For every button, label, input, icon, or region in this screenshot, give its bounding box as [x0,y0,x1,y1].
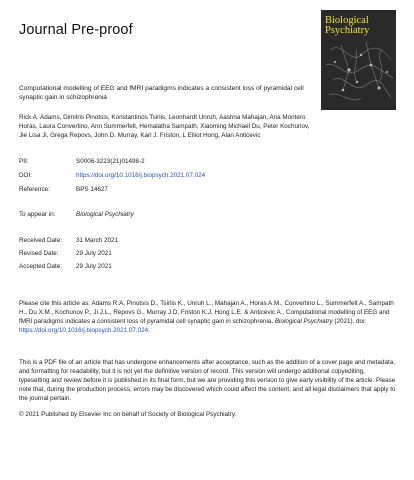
cover-journal-title: Biological Psychiatry [325,15,370,36]
journal-pre-proof-label: Journal Pre-proof [19,22,133,38]
citation-end: . [148,327,150,334]
revised-label: Revised Date: [19,250,59,257]
revised-value: 29 July 2021 [76,250,112,257]
journal-cover-image [321,10,396,110]
citation-paragraph [19,299,397,335]
received-value: 31 March 2021 [76,237,119,244]
citation-journal: Biological Psychiatry [274,318,333,325]
reference-value: BPS 14627 [76,186,108,193]
article-title: Computational modelling of EEG and fMRI paradigms indicates a consistent loss of pyramidal cell synaptic gain in schizophrenia [19,85,304,101]
reference-label: Reference: [19,186,50,193]
copyright-notice: © 2021 Published by Elsevier Inc on behalf of Society of Biological Psychiatry. [19,411,237,418]
pii-value: S0006-3223(21)01498-2 [76,158,145,165]
citation-doi-link[interactable]: https://doi.org/10.1016/j.biopsych.2021.07.024 [19,327,149,334]
author-list: Rick A. Adams, Dimitris Pinotsis, Konstantinos Tsirlis, Leonhardt Unruh, Aashna Mahajan, Ana Montero Horas, Laura Convertino, Ann Summerfelt, Hemalatha Sampath, Xiaoming Michael Du, Peter Kochunov, Jie Lisa Ji, Grega Repovs, John D. Murray, Karl J. Friston, L Elliot Hong, Alan Anticevic [19,114,310,139]
accepted-value: 29 July 2021 [76,263,112,270]
accepted-label: Accepted Date: [19,263,63,270]
citation-year: (2021), doi: [332,318,367,325]
pii-label: PII: [19,158,29,165]
appear-value: Biological Psychiatry [76,211,134,218]
doi-link[interactable]: https://doi.org/10.1016/j.biopsych.2021.07.024 [76,172,206,179]
doi-label: DOI: [19,172,32,179]
citation-text: Please cite this article as: Adams R.A, Pinotsis D., Tsirlis K., Unruh L., Mahajan A., Horas A.M., Convertino L., Summerfelt A., Sampath H., Du X.M., Kochunov P., Ji J.L., Repovs G., Murray J.D, Friston K.J, Hong L.E. & Anticevic A., Computational modelling of EEG and fMRI paradigms indicates a consistent loss of pyramidal cell synaptic gain in schizophrenia, [19,300,394,325]
appear-label: To appear in: [19,211,56,218]
disclaimer-paragraph: This is a PDF file of an article that has undergone enhancements after acceptance, such as the addition of a cover page and metadata, and formatting for readability, but it is not yet the definitive version of record. This version will undergo additional copyediting, typesetting and review before it is published in its final form, but we are providing this version to give early visibility of the article. Please note that, during the production process, errors may be discovered which could affect the content, and all legal disclaimers that apply to the journal pertain. [19,359,396,402]
received-label: Received Date: [19,237,63,244]
